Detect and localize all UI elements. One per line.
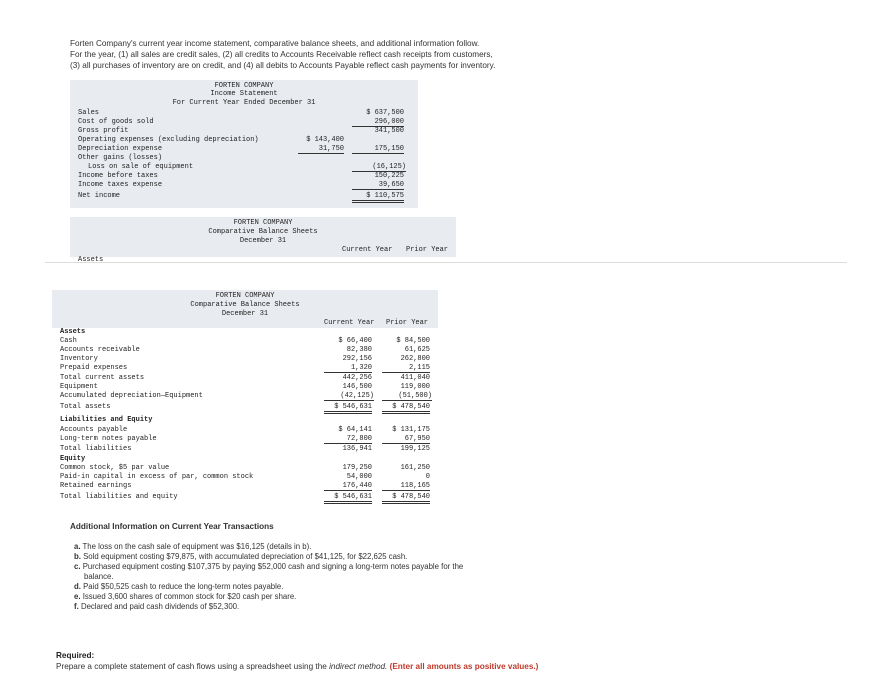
bs-company: FORTEN COMPANY <box>215 292 275 300</box>
bs-row-label: Equity <box>60 455 86 463</box>
bs-row-label: Accounts payable <box>60 426 128 434</box>
bs-row-current: $ 546,631 <box>324 403 372 414</box>
is-row-label: Net income <box>78 192 121 200</box>
bs-row-label: Retained earnings <box>60 482 132 490</box>
list-item: a. The loss on the cash sale of equipment was $16,125 (details in b). <box>74 542 312 551</box>
bs-row-label: Common stock, $5 par value <box>60 464 170 472</box>
income-statement-company: FORTEN COMPANY <box>214 82 274 90</box>
bs-row-label: Paid-in capital in excess of par, common stock <box>60 473 254 481</box>
bs-row-prior: (51,500) <box>382 392 432 401</box>
is-row-label: Gross profit <box>78 127 129 135</box>
bs-row-prior: 67,950 <box>382 435 430 444</box>
is-row-label: Sales <box>78 109 100 117</box>
bs-row-label: Equipment <box>60 383 98 391</box>
bs-row-current: 72,800 <box>324 435 372 444</box>
bs-row-label: Prepaid expenses <box>60 364 128 372</box>
bs-row-current: 1,320 <box>324 364 372 373</box>
is-row-inner: 31,750 <box>298 145 344 154</box>
bs-row-prior: 119,000 <box>400 383 430 391</box>
list-item: d. Paid $50,525 cash to reduce the long-term notes payable. <box>74 582 284 591</box>
bs-row-current: 136,941 <box>342 445 372 453</box>
is-row-value: 39,650 <box>352 181 404 190</box>
bs-row-label: Inventory <box>60 355 98 363</box>
list-item: c. Purchased equipment costing $107,375 by paying $52,000 cash and signing a long-term notes payable for the <box>74 562 464 571</box>
bs-row-current: 179,250 <box>342 464 372 472</box>
bs-row-label: Total liabilities and equity <box>60 493 178 501</box>
bs-row-prior: $ 478,540 <box>382 403 430 414</box>
bs-row-prior: 0 <box>425 473 430 481</box>
bs-row-prior: 161,250 <box>400 464 430 472</box>
partial-balance-sheet-header <box>70 217 456 257</box>
bs-row-label: Long-term notes payable <box>60 435 157 443</box>
bs-row-label: Total liabilities <box>60 445 132 453</box>
is-row-value: 296,000 <box>352 118 404 127</box>
is-row-label: Income before taxes <box>78 172 158 180</box>
bs-col-prior: Prior Year <box>386 319 429 327</box>
list-item: balance. <box>84 572 114 581</box>
intro-line-1: Forten Company's current year income statement, comparative balance sheets, and additional information follow. <box>70 39 480 48</box>
bs-row-prior: 411,040 <box>400 374 430 382</box>
is-row-value: $ 637,500 <box>366 109 404 117</box>
list-item: b. Sold equipment costing $79,875, with accumulated depreciation of $41,125, for $22,625 cash. <box>74 552 408 561</box>
bs-row-current: 54,000 <box>346 473 372 481</box>
is-row-label: Operating expenses (excluding depreciation) <box>78 136 259 144</box>
divider <box>45 262 847 263</box>
is-row-inner: $ 143,400 <box>306 136 344 144</box>
is-row-label: Income taxes expense <box>78 181 163 189</box>
bs-row-prior: 199,125 <box>400 445 430 453</box>
bs-row-current: 442,256 <box>342 374 372 382</box>
required-section <box>56 650 538 672</box>
bs-row-prior: $ 478,540 <box>382 493 430 504</box>
bs-row-current: $ 546,631 <box>324 493 372 504</box>
additional-info-title: Additional Information on Current Year Transactions <box>70 522 274 531</box>
bs-col-current: Current Year <box>324 319 375 327</box>
bs-row-current: 176,440 <box>324 482 372 491</box>
is-row-value: 175,150 <box>352 145 404 154</box>
is-row-value: $ 110,575 <box>352 192 404 203</box>
income-statement-title: Income Statement <box>210 90 278 98</box>
bs-row-prior: 61,625 <box>404 346 430 354</box>
income-statement <box>70 80 418 208</box>
bs-row-prior: 2,115 <box>382 364 430 373</box>
is-row-value: (16,125) <box>352 163 406 172</box>
intro-line-2: For the year, (1) all sales are credit sales, (2) all credits to Accounts Receivable reflect cash receipts from customers, <box>70 50 493 59</box>
bs-row-label: Assets <box>60 328 86 336</box>
list-item: f. Declared and paid cash dividends of $52,300. <box>74 602 240 611</box>
bs-row-current: $ 66,400 <box>338 337 372 345</box>
bs-row-label: Accounts receivable <box>60 346 140 354</box>
is-row-value: 341,500 <box>374 127 404 135</box>
bs-title: Comparative Balance Sheets <box>190 301 300 309</box>
balance-sheet-body <box>60 328 438 504</box>
bs-row-current: $ 64,141 <box>338 426 372 434</box>
bs-row-prior: $ 131,175 <box>392 426 430 434</box>
intro-line-3: (3) all purchases of inventory are on credit, and (4) all debits to Accounts Payable reflect cash payments for inventory. <box>70 61 496 70</box>
bs-row-current: (42,125) <box>324 392 374 401</box>
is-row-label: Cost of goods sold <box>78 118 154 126</box>
intro-paragraph <box>70 38 830 71</box>
bs-row-label: Cash <box>60 337 77 345</box>
partial-sheet-assets-label: Assets <box>78 256 104 261</box>
bs-row-label: Total assets <box>60 403 111 411</box>
is-row-label: Other gains (losses) <box>78 154 163 162</box>
income-statement-period: For Current Year Ended December 31 <box>172 99 316 107</box>
is-row-value: 150,225 <box>374 172 404 180</box>
additional-info-list <box>74 542 574 612</box>
partial-sheet-title: Comparative Balance Sheets <box>208 228 318 236</box>
partial-sheet-col-current: Current Year <box>342 246 393 254</box>
list-item: e. Issued 3,600 shares of common stock for $20 cash per share. <box>74 592 297 601</box>
comparative-balance-sheets <box>52 290 438 328</box>
bs-date: December 31 <box>221 310 269 318</box>
partial-sheet-col-prior: Prior Year <box>406 246 449 254</box>
is-row-label: Depreciation expense <box>78 145 163 153</box>
bs-row-label: Liabilities and Equity <box>60 416 153 424</box>
is-row-label: Loss on sale of equipment <box>88 163 194 171</box>
required-label: Required: <box>56 651 95 660</box>
required-text: Prepare a complete statement of cash flows using a spreadsheet using the indirect method. (Enter all amounts as positive values.) <box>56 662 539 671</box>
bs-row-prior: 118,165 <box>382 482 430 491</box>
bs-row-current: 82,380 <box>346 346 372 354</box>
bs-row-prior: $ 84,500 <box>396 337 430 345</box>
bs-row-label: Accumulated depreciation—Equipment <box>60 392 203 400</box>
partial-sheet-date: December 31 <box>239 237 287 245</box>
bs-row-prior: 262,800 <box>400 355 430 363</box>
bs-row-label: Total current assets <box>60 374 145 382</box>
bs-row-current: 292,156 <box>342 355 372 363</box>
partial-sheet-company: FORTEN COMPANY <box>233 219 293 227</box>
bs-row-current: 146,500 <box>342 383 372 391</box>
